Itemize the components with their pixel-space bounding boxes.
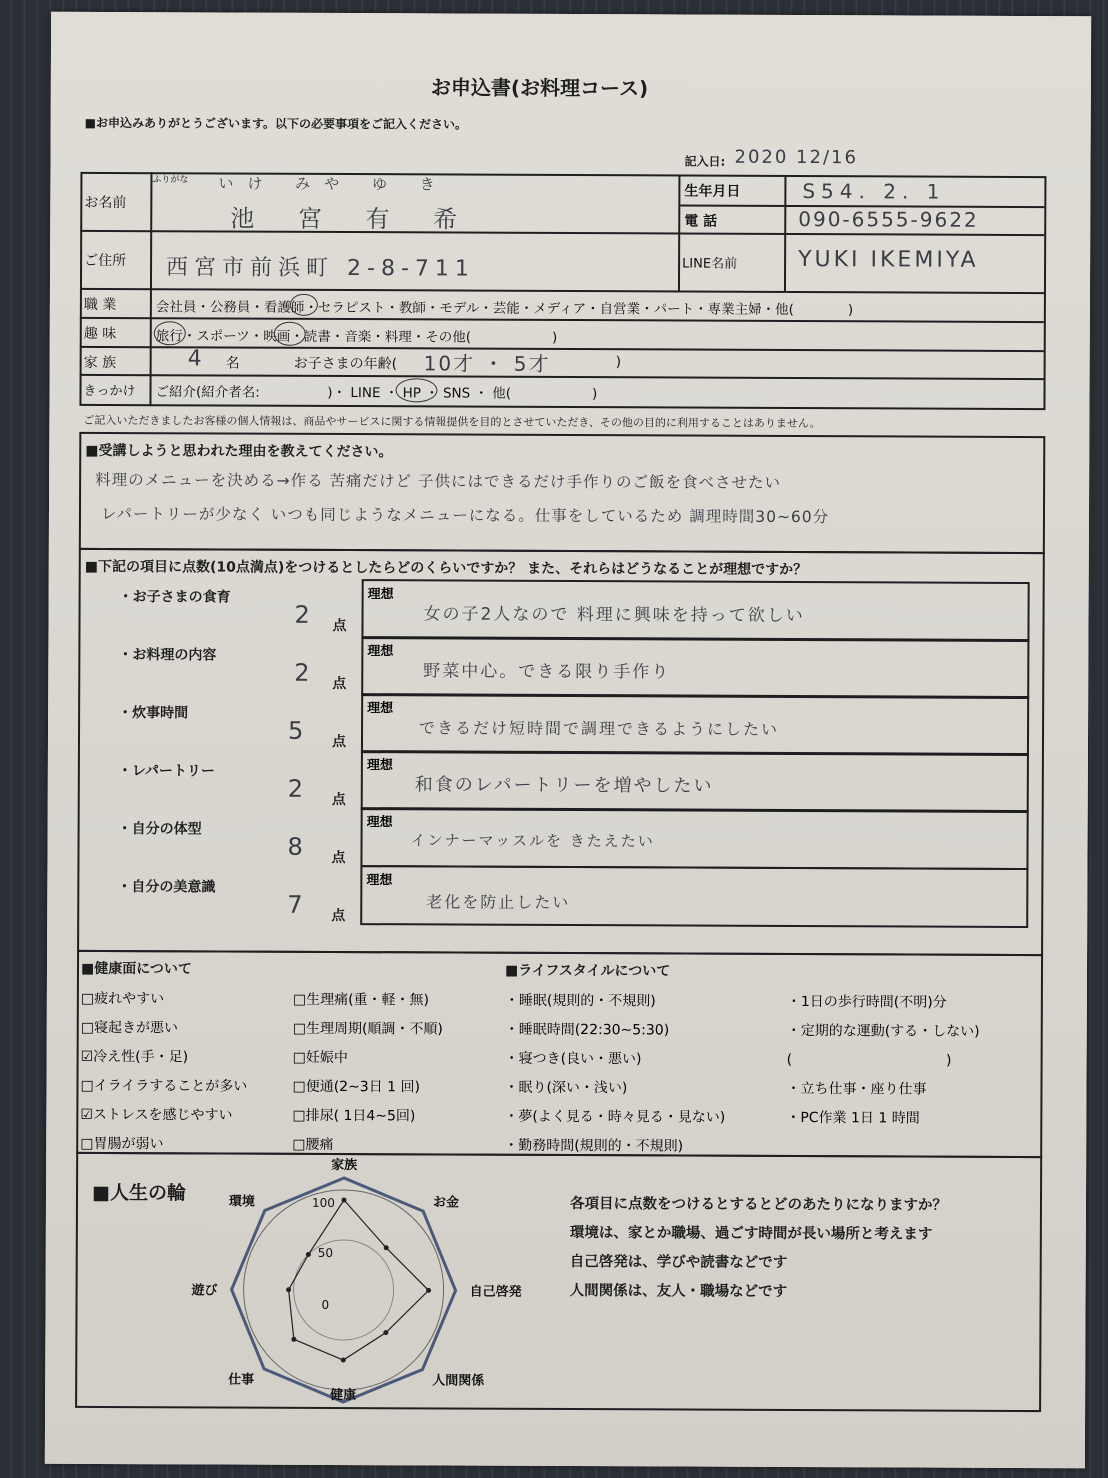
wheel-axis-label: お金 <box>433 1195 460 1211</box>
ideal-label: 理想 <box>367 587 394 603</box>
name-value: 池 宮 有 希 <box>230 204 476 234</box>
health-item: □胃腸が弱い <box>80 1135 164 1153</box>
family-unit: 名 <box>225 355 240 372</box>
lifestyle-item: ・睡眠(規則的・不規則) <box>504 992 656 1010</box>
hobby-options: 旅行・スポーツ・映画・読書・音楽・料理・その他( ) <box>155 328 558 346</box>
health-item: □腰痛 <box>292 1136 334 1153</box>
wheel-heading: ■人生の輪 <box>91 1181 187 1205</box>
wheel-axis-label: 健康 <box>330 1387 357 1404</box>
wheel-point-6 <box>286 1287 291 1292</box>
children-age-close: ) <box>615 354 622 371</box>
score-unit: 点 <box>332 617 347 635</box>
form-title: お申込書(お料理コース) <box>430 75 649 101</box>
health-heading: ■健康面について <box>80 960 192 978</box>
ideal-text: 女の子2人なので 料理に興味を持って欲しい <box>423 604 805 627</box>
lifestyle-item: ・夢(よく見る・時々見る・見ない) <box>504 1108 726 1126</box>
ideal-box <box>361 750 1029 813</box>
lifestyle-heading: ■ライフスタイルについて <box>504 962 671 980</box>
trigger-line-circle <box>395 378 437 402</box>
score-item-label: ・レパートリー <box>117 763 215 780</box>
lifestyle-item: ・PC作業 1日 1 時間 <box>786 1109 920 1127</box>
children-age-label: お子さまの年齢( <box>293 355 398 373</box>
lifestyle-item: ・定期的な運動(する・しない) <box>786 1022 980 1040</box>
hobby-movie-circle <box>274 322 306 346</box>
score-value: 2 <box>287 774 306 803</box>
health-item: □イライラすることが多い <box>80 1077 248 1095</box>
health-item: □排尿( 1日4~5回) <box>292 1107 416 1125</box>
score-unit: 点 <box>331 791 346 809</box>
health-item: □生理周期(順調・不順) <box>292 1020 443 1038</box>
score-value: 7 <box>287 890 305 919</box>
scores-heading: ■下記の項目に点数(10点満点)をつけるとしたらどのくらいですか？ また、それらはどうなることが理想ですか？ <box>84 558 808 579</box>
wheel-note-2: 環境は、家とか職場、過ごす時間が長い場所と考えます <box>569 1225 933 1243</box>
reason-line-1: 料理のメニューを決める→作る 苦痛だけど 子供にはできるだけ手作りのご飯を食べさせたい <box>95 470 782 492</box>
ideal-box <box>361 693 1029 756</box>
children-age-value: 10才 ・ 5才 <box>423 351 551 376</box>
health-item: □疲れやすい <box>80 990 165 1008</box>
wheel-axis-label: 環境 <box>228 1194 255 1210</box>
score-unit: 点 <box>332 675 347 693</box>
form-intro: ■お申込みありがとうございます。以下の必要事項をご記入ください。 <box>84 115 468 132</box>
reason-line-2: レパートリーが少なく いつも同じようなメニューになる。仕事をしているため 調理時間30~60分 <box>100 504 830 527</box>
ideal-label: 理想 <box>366 815 393 831</box>
ideal-text: インナーマッスルを きたえたい <box>410 831 655 851</box>
wheel-point-3 <box>383 1330 388 1335</box>
tick-100: 100 <box>311 1195 335 1210</box>
hobby-label: 趣 味 <box>83 325 117 343</box>
ideal-label: 理想 <box>367 644 394 660</box>
lifestyle-item: ・睡眠時間(22:30~5:30) <box>504 1021 670 1039</box>
lifestyle-item: ( ) <box>786 1051 952 1069</box>
lifestyle-item: ・勤務時間(規則的・不規則) <box>504 1137 684 1155</box>
wheel-point-1 <box>384 1245 389 1250</box>
score-item-label: ・自分の体型 <box>117 821 202 838</box>
tick-50: 50 <box>317 1245 334 1260</box>
wheel-note-3: 自己啓発は、学びや読書などです <box>569 1254 788 1271</box>
ideal-text: できるだけ短時間で調理できるようにしたい <box>419 718 780 739</box>
wheel-axis-label: 家族 <box>331 1157 358 1174</box>
score-value: 2 <box>294 658 312 687</box>
wheel-axis-label: 仕事 <box>228 1372 255 1388</box>
ideal-box <box>361 636 1029 699</box>
score-item-label: ・お料理の内容 <box>118 647 217 664</box>
score-unit: 点 <box>331 733 347 751</box>
phone-value: 090-6555-9622 <box>798 206 979 232</box>
health-item: □寝起きが悪い <box>80 1019 179 1037</box>
application-form <box>45 12 1091 1469</box>
wheel-point-5 <box>291 1337 296 1342</box>
wheel-note-1: 各項目に点数をつけるとするとどのあたりになりますか？ <box>569 1196 948 1214</box>
wheel-point-0 <box>341 1198 346 1203</box>
ideal-label: 理想 <box>366 873 393 889</box>
family-label: 家 族 <box>83 354 117 372</box>
hobby-travel-circle <box>154 321 186 345</box>
score-unit: 点 <box>331 907 346 925</box>
score-item-label: ・炊事時間 <box>118 705 189 722</box>
wheel-axis-label: 自己啓発 <box>469 1284 522 1300</box>
health-item: □妊娠中 <box>292 1049 348 1067</box>
lifestyle-item: ・1日の歩行時間(不明)分 <box>786 993 947 1011</box>
score-value: 8 <box>287 832 305 861</box>
health-item: □便通(2~3日 1 回) <box>292 1078 421 1096</box>
address-value: 西宮市前浜町 2-8-711 <box>166 255 475 282</box>
health-item: □生理痛(重・軽・無) <box>292 991 430 1009</box>
date-value: 2020 12/16 <box>734 146 858 169</box>
lifestyle-item: ・眠り(深い・浅い) <box>504 1079 628 1097</box>
health-item: ☑ストレスを感じやすい <box>80 1106 233 1124</box>
name-kana-value: いけ みや ゆ き <box>218 174 449 194</box>
health-item: ☑冷え性(手・足) <box>80 1048 189 1066</box>
ideal-label: 理想 <box>367 701 394 717</box>
ideal-text: 和食のレパートリーを増やしたい <box>414 774 714 797</box>
ideal-text: 老化を防止したい <box>426 892 571 913</box>
wheel-outline <box>231 1178 456 1403</box>
score-item-label: ・お子さまの食育 <box>118 589 231 606</box>
wheel-axis-label: 遊び <box>191 1283 218 1299</box>
lifestyle-item: ・立ち仕事・座り仕事 <box>786 1080 927 1098</box>
birth-label: 生年月日 <box>684 183 741 200</box>
trigger-label: きっかけ <box>83 383 136 400</box>
name-label: お名前 <box>84 194 127 212</box>
score-value: 5 <box>287 716 306 745</box>
life-wheel-chart <box>191 1157 536 1405</box>
date-label: 記入日: <box>684 154 726 169</box>
ideal-box <box>361 579 1029 642</box>
phone-label: 電 話 <box>684 213 718 230</box>
wheel-values-polygon <box>288 1200 429 1361</box>
wheel-axis-label: 人間関係 <box>432 1373 485 1389</box>
birth-value: S54. 2. 1 <box>802 179 946 204</box>
ideal-text: 野菜中心。できる限り手作り <box>423 661 671 683</box>
line-value: YUKI IKEMIYA <box>798 246 979 273</box>
ideal-box <box>360 865 1028 928</box>
wheel-point-7 <box>306 1252 311 1257</box>
score-value: 2 <box>294 600 312 629</box>
ideal-box <box>360 807 1028 870</box>
address-label: ご住所 <box>84 252 127 270</box>
ideal-label: 理想 <box>366 758 393 774</box>
lifestyle-item: ・寝つき(良い・悪い) <box>504 1050 642 1068</box>
score-item-label: ・自分の美意識 <box>117 879 216 896</box>
job-label: 職 業 <box>83 296 117 314</box>
wheel-point-4 <box>341 1358 346 1363</box>
wheel-note-4: 人間関係は、友人・職場などです <box>569 1283 788 1300</box>
score-unit: 点 <box>331 849 346 867</box>
family-count: 4 <box>187 346 204 372</box>
job-selected-circle <box>290 294 318 316</box>
wheel-point-2 <box>426 1288 431 1293</box>
tick-0: 0 <box>321 1297 330 1312</box>
job-options: 会社員・公務員・看護師・セラピスト・教師・モデル・芸能・メディア・自営業・パート・専業主婦・他( ) <box>155 299 854 319</box>
furigana-label: ふりがな <box>152 175 189 186</box>
privacy-note: ご記入いただきましたお客様の個人情報は、商品やサービスに関する情報提供を目的とさせていただき、その他の目的に利用することはありません。 <box>83 413 821 431</box>
reason-heading: ■受講しようと思われた理由を教えてください。 <box>85 442 393 461</box>
trigger-options: ご紹介(紹介者名: )・ LINE ・ HP ・ SNS ・ 他( ) <box>155 384 598 403</box>
line-label: LINE名前 <box>682 256 738 272</box>
